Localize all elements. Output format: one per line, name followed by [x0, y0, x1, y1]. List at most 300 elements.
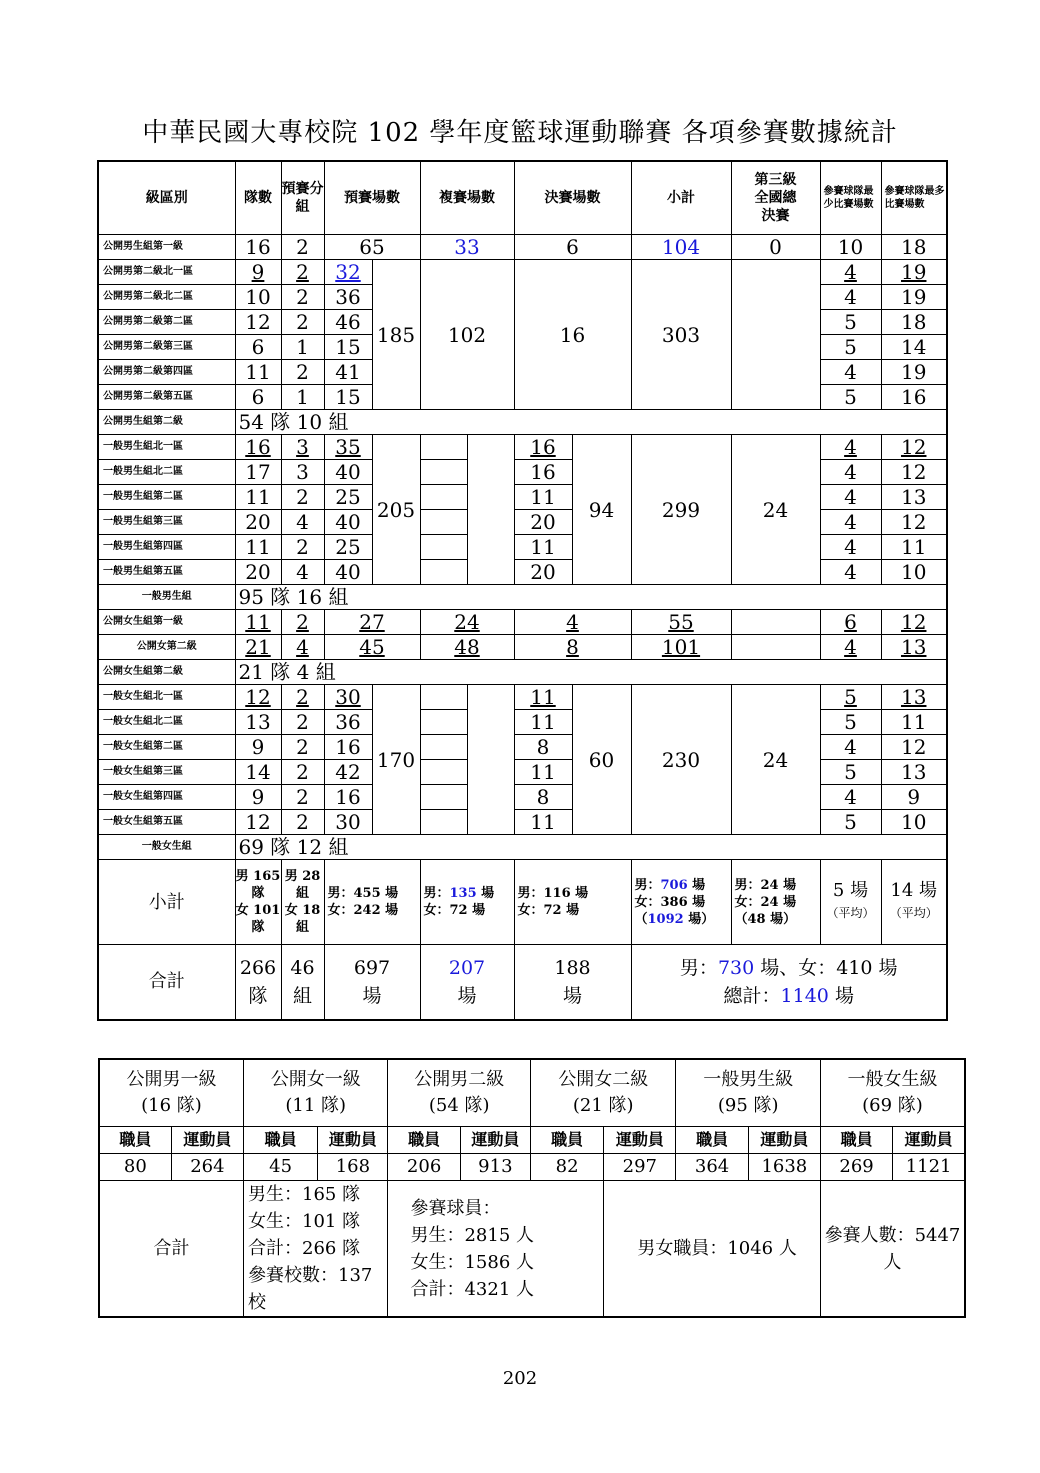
cell-text: 女 101 隊 — [235, 903, 281, 935]
cell-text: （ — [634, 911, 648, 927]
table-cell: 公開女生組第二級 — [98, 660, 235, 685]
table-cell: 21 隊 4 組 — [235, 660, 947, 685]
col-teams: 隊數 — [235, 161, 281, 235]
table-cell: 4 — [820, 785, 881, 810]
table-cell: 12 — [881, 435, 947, 460]
table-row — [98, 460, 947, 485]
table-row — [98, 485, 947, 510]
table-cell: 35 — [324, 435, 372, 460]
cell-text: 女：386 場 — [634, 894, 706, 910]
table-cell: 14 — [235, 760, 281, 785]
table-cell: 42 — [324, 760, 372, 785]
table-cell: 8 — [514, 635, 631, 660]
table-row — [98, 510, 947, 535]
table-cell — [324, 860, 420, 945]
table-cell: 6 — [235, 385, 281, 410]
role-header-row — [99, 1127, 965, 1154]
table-cell: 9 — [235, 260, 281, 285]
cell-text: (11 隊) — [285, 1095, 347, 1116]
subtotal-row — [98, 860, 947, 945]
table-cell: 4 — [820, 735, 881, 760]
table-cell — [420, 860, 514, 945]
col-second: 複賽場數 — [420, 161, 514, 235]
table-cell — [514, 945, 631, 1021]
table-cell: 205 — [372, 435, 420, 585]
table-cell: 4 — [820, 260, 881, 285]
table-cell: 一般女生組第二區 — [98, 735, 235, 760]
table-cell: 185 — [372, 260, 420, 410]
table-cell: 5 — [820, 685, 881, 710]
cell-text: 組 — [292, 985, 312, 1007]
cell-text: 公開男二級 — [414, 1069, 505, 1090]
table-cell: 5 — [820, 335, 881, 360]
cell-text: 男生：165 隊 — [248, 1184, 361, 1205]
table-cell — [420, 510, 467, 535]
table-row — [98, 235, 947, 260]
table-cell — [420, 710, 467, 735]
table-cell: 20 — [514, 560, 572, 585]
table-cell: 一般女生組第四區 — [98, 785, 235, 810]
table-cell: 9 — [881, 785, 947, 810]
table-cell: 60 — [572, 685, 631, 835]
table-cell: 8 — [514, 735, 572, 760]
table-cell: 17 — [235, 460, 281, 485]
page-title: 中華民國大專校院 102 學年度籃球運動聯賽 各項參賽數據統計 — [142, 118, 898, 148]
table-cell: 6 — [514, 235, 631, 260]
col-subtotal: 小計 — [631, 161, 731, 235]
cell-text: （平均） — [889, 906, 938, 920]
table-cell — [467, 435, 514, 585]
cell-text: （48 場） — [734, 911, 797, 927]
cell-text: 公開女二級 — [558, 1069, 649, 1090]
cell-text: （平均） — [826, 906, 875, 920]
table-cell: 1 — [281, 385, 324, 410]
table-row — [98, 635, 947, 660]
table-cell: 2 — [281, 535, 324, 560]
table-row — [98, 435, 947, 460]
table-cell: 9 — [235, 785, 281, 810]
cell-text: 5 場 — [832, 880, 869, 901]
table-cell: 18 — [881, 310, 947, 335]
summary-row — [98, 660, 947, 685]
cell-text: 女：242 場 — [327, 903, 399, 918]
table-cell — [388, 1181, 604, 1318]
table-cell: 一般女生組第五區 — [98, 810, 235, 835]
table-cell: 41 — [324, 360, 372, 385]
table-cell: 11 — [514, 760, 572, 785]
cell-text: 女：24 場 — [734, 894, 797, 910]
col-min: 參賽球隊最少比賽場數 — [820, 161, 881, 235]
cell-text: 合計：4321 人 — [410, 1278, 535, 1300]
table-cell: 6 — [820, 610, 881, 635]
table-cell — [731, 260, 820, 410]
cell-text: (16 隊) — [141, 1095, 202, 1116]
table-cell: 11 — [235, 610, 281, 635]
cell-text: 135 — [449, 886, 477, 901]
table-cell: 12 — [235, 310, 281, 335]
table-cell — [324, 945, 420, 1021]
table-cell: 3 — [281, 460, 324, 485]
table-cell: 2 — [281, 235, 324, 260]
table-cell: 30 — [324, 810, 372, 835]
cell-text: 場、女：410 場 — [754, 957, 898, 979]
table-cell: 19 — [881, 260, 947, 285]
table-cell: 170 — [372, 685, 420, 835]
table-cell: 11 — [514, 535, 572, 560]
cell-text: 女：72 場 — [517, 903, 580, 918]
table-cell: 65 — [324, 235, 420, 260]
table-cell: 5 — [820, 385, 881, 410]
table-cell: 364 — [676, 1154, 748, 1181]
table-cell — [731, 860, 820, 945]
cell-text: 女：72 場 — [423, 903, 486, 918]
table-cell: 12 — [881, 610, 947, 635]
cell-text: 合計：266 隊 — [248, 1238, 361, 1259]
table-cell — [235, 860, 281, 945]
table-row — [98, 760, 947, 785]
table-cell: 一般男生組北二區 — [98, 460, 235, 485]
cell-text: 女 18 組 — [284, 903, 321, 935]
stats-table — [97, 160, 948, 1021]
cell-text: 188 — [554, 957, 591, 979]
table-cell: 15 — [324, 335, 372, 360]
table-cell: 一般女生組第三區 — [98, 760, 235, 785]
cell-text: 697 — [353, 957, 391, 979]
table-cell: 13 — [235, 710, 281, 735]
cell-text: 男： — [423, 886, 450, 901]
table-cell: 54 隊 10 組 — [235, 410, 947, 435]
page-number: 202 — [502, 1368, 538, 1389]
table-cell: 4 — [820, 535, 881, 560]
cell-text: 公開男一級 — [126, 1069, 217, 1090]
table-cell — [420, 685, 467, 710]
cell-text: 場 — [562, 985, 582, 1007]
col-division: 級區別 — [98, 161, 235, 235]
table-row — [98, 260, 947, 285]
table-cell — [514, 860, 631, 945]
cell-text: 公開女一級 — [270, 1069, 361, 1090]
table-row — [98, 785, 947, 810]
table-cell: 運動員 — [604, 1127, 676, 1154]
table-cell: 運動員 — [893, 1127, 965, 1154]
table-cell: 25 — [324, 535, 372, 560]
cell-text: 14 場 — [890, 880, 938, 901]
table-cell: 1638 — [748, 1154, 820, 1181]
table-cell: 一般男生組北一區 — [98, 435, 235, 460]
table-cell: 206 — [388, 1154, 460, 1181]
table-cell: 18 — [881, 235, 947, 260]
table-cell: 30 — [324, 685, 372, 710]
table-cell — [420, 945, 514, 1021]
cell-text: 男： — [679, 957, 718, 979]
summary-row — [98, 835, 947, 860]
cell-text: 場） — [683, 911, 715, 927]
table-cell: 15 — [324, 385, 372, 410]
table-cell: 48 — [420, 635, 514, 660]
table-cell: 299 — [631, 435, 731, 585]
table-cell: 12 — [881, 510, 947, 535]
table-cell: 6 — [235, 335, 281, 360]
table-cell: 297 — [604, 1154, 676, 1181]
cell-text: 266 — [239, 957, 277, 979]
table-cell — [244, 1059, 388, 1127]
table-cell — [99, 1059, 244, 1127]
table-cell: 5 — [820, 310, 881, 335]
cell-text: 隊 — [248, 985, 268, 1007]
personnel-total-row — [99, 1181, 965, 1318]
table-cell: 4 — [820, 285, 881, 310]
table-cell: 公開男第二級第二區 — [98, 310, 235, 335]
table-cell: 20 — [235, 560, 281, 585]
table-cell: 27 — [324, 610, 420, 635]
table-row — [98, 685, 947, 710]
table-cell: 4 — [820, 360, 881, 385]
table-cell: 4 — [820, 510, 881, 535]
table-cell: 45 — [244, 1154, 318, 1181]
table-cell: 21 — [235, 635, 281, 660]
table-cell: 2 — [281, 310, 324, 335]
table-cell: 2 — [281, 485, 324, 510]
table-cell: 4 — [820, 485, 881, 510]
table-row — [98, 610, 947, 635]
cell-text: 男 165 隊 — [235, 869, 281, 901]
table-cell: 25 — [324, 485, 372, 510]
table-cell: 職員 — [388, 1127, 460, 1154]
table-row — [98, 710, 947, 735]
col-groups: 預賽分組 — [281, 161, 324, 235]
table-cell — [820, 860, 881, 945]
table-cell: 10 — [820, 235, 881, 260]
table-cell: 公開男第二級第四區 — [98, 360, 235, 385]
table-cell — [420, 735, 467, 760]
counts-row — [99, 1154, 965, 1181]
cell-text: 46 — [290, 957, 315, 979]
table-cell — [281, 945, 324, 1021]
table-cell — [388, 1059, 530, 1127]
table-cell: 45 — [324, 635, 420, 660]
col-prelim: 預賽場數 — [324, 161, 420, 235]
table-cell: 一般男生組第二區 — [98, 485, 235, 510]
table-cell: 95 隊 16 組 — [235, 585, 947, 610]
table-cell: 33 — [420, 235, 514, 260]
table-cell: 職員 — [244, 1127, 318, 1154]
table-cell — [420, 435, 467, 460]
table-cell: 101 — [631, 635, 731, 660]
cell-text: 男：116 場 — [517, 886, 589, 901]
table-cell: 2 — [281, 760, 324, 785]
table-cell — [420, 560, 467, 585]
table-cell: 55 — [631, 610, 731, 635]
table-cell: 11 — [514, 485, 572, 510]
table-cell — [420, 535, 467, 560]
table-cell: 2 — [281, 610, 324, 635]
table-cell: 5 — [820, 810, 881, 835]
table-cell: 公開男第二級北一區 — [98, 260, 235, 285]
table-cell: 5 — [820, 760, 881, 785]
table-cell — [420, 460, 467, 485]
table-cell: 運動員 — [460, 1127, 530, 1154]
table-cell: 40 — [324, 560, 372, 585]
table-cell: 10 — [881, 810, 947, 835]
header-row — [98, 161, 947, 235]
cell-text: 總計： — [723, 985, 781, 1007]
table-cell: 13 — [881, 635, 947, 660]
table-cell: 269 — [820, 1154, 892, 1181]
table-cell: 4 — [820, 460, 881, 485]
cell-text: 參賽校數：137 校 — [248, 1265, 373, 1313]
table-cell: 16 — [881, 385, 947, 410]
table-cell: 一般男生組 — [98, 585, 235, 610]
table-cell: 9 — [235, 735, 281, 760]
table-cell: 11 — [514, 685, 572, 710]
table-cell — [676, 1059, 821, 1127]
table-cell: 一般女生組北一區 — [98, 685, 235, 710]
table-cell: 11 — [881, 535, 947, 560]
table-cell: 168 — [318, 1154, 388, 1181]
table-cell: 合計 — [98, 945, 235, 1021]
table-cell: 46 — [324, 310, 372, 335]
cell-text: 男： — [634, 877, 661, 893]
table-cell: 12 — [235, 810, 281, 835]
table-cell: 264 — [171, 1154, 243, 1181]
table-cell: 16 — [324, 735, 372, 760]
table-cell: 40 — [324, 510, 372, 535]
cell-text: 女生：101 隊 — [248, 1211, 361, 1232]
table-cell: 80 — [99, 1154, 171, 1181]
table-cell: 40 — [324, 460, 372, 485]
table-cell: 一般女生組北二區 — [98, 710, 235, 735]
table-cell — [244, 1181, 388, 1318]
table-cell: 運動員 — [171, 1127, 243, 1154]
cell-text: 男生：2815 人 — [410, 1224, 535, 1246]
table-cell — [420, 810, 467, 835]
table-cell: 0 — [731, 235, 820, 260]
table-row — [98, 535, 947, 560]
cell-text: 男：24 場 — [734, 877, 797, 893]
table-cell — [731, 610, 820, 635]
table-cell: 一般男生組第三區 — [98, 510, 235, 535]
table-cell: 1121 — [893, 1154, 965, 1181]
table-cell: 303 — [631, 260, 731, 410]
table-cell: 32 — [324, 260, 372, 285]
table-cell: 2 — [281, 360, 324, 385]
cell-text: 1140 — [780, 985, 829, 1007]
table-cell — [530, 1059, 676, 1127]
table-cell — [235, 945, 281, 1021]
table-cell: 8 — [514, 785, 572, 810]
table-cell: 10 — [881, 560, 947, 585]
table-cell: 1 — [281, 335, 324, 360]
table-cell: 職員 — [676, 1127, 748, 1154]
table-cell: 一般女生組 — [98, 835, 235, 860]
table-cell: 69 隊 12 組 — [235, 835, 947, 860]
cell-text: (54 隊) — [428, 1095, 490, 1116]
table-cell: 合計 — [99, 1181, 244, 1318]
table-cell — [420, 785, 467, 810]
summary-row — [98, 585, 947, 610]
table-cell: 2 — [281, 285, 324, 310]
cell-text: 男 28 組 — [284, 869, 321, 901]
table-cell: 2 — [281, 685, 324, 710]
col-final: 決賽場數 — [514, 161, 631, 235]
table-cell: 82 — [530, 1154, 603, 1181]
table-cell: 24 — [731, 435, 820, 585]
table-cell: 12 — [881, 735, 947, 760]
table-cell: 4 — [281, 635, 324, 660]
table-cell: 913 — [460, 1154, 530, 1181]
table-cell — [881, 860, 947, 945]
table-cell — [731, 635, 820, 660]
table-cell: 2 — [281, 710, 324, 735]
table-cell: 2 — [281, 810, 324, 835]
table-cell: 16 — [514, 260, 631, 410]
cell-text: (95 隊) — [717, 1095, 779, 1116]
cell-text: 730 — [717, 957, 755, 979]
cell-text: 參賽球員： — [410, 1197, 501, 1219]
table-cell: 公開女第二級 — [98, 635, 235, 660]
table-cell: 公開男生組第一級 — [98, 235, 235, 260]
table-cell: 102 — [420, 260, 514, 410]
table-cell: 16 — [235, 235, 281, 260]
table-cell: 16 — [235, 435, 281, 460]
table-cell: 11 — [235, 360, 281, 385]
table-cell: 2 — [281, 785, 324, 810]
cell-text: 場 — [828, 985, 854, 1007]
table-cell: 4 — [820, 560, 881, 585]
table-cell: 一般男生組第四區 — [98, 535, 235, 560]
table-cell: 公開女生組第一級 — [98, 610, 235, 635]
cell-text: 男：455 場 — [327, 886, 399, 901]
table-cell: 230 — [631, 685, 731, 835]
col-max: 參賽球隊最多比賽場數 — [881, 161, 947, 235]
table-cell: 4 — [820, 435, 881, 460]
table-cell — [420, 485, 467, 510]
cell-text: 706 — [660, 877, 688, 893]
cell-text: 女生：1586 人 — [410, 1251, 535, 1273]
table-cell — [631, 945, 947, 1021]
table-cell: 公開男第二級第五區 — [98, 385, 235, 410]
table-cell: 11 — [235, 485, 281, 510]
table-cell: 職員 — [99, 1127, 171, 1154]
table-cell: 14 — [881, 335, 947, 360]
table-cell: 公開男生組第二級 — [98, 410, 235, 435]
table-cell: 職員 — [530, 1127, 603, 1154]
table-cell: 4 — [281, 510, 324, 535]
table-cell: 4 — [281, 560, 324, 585]
table-row — [98, 560, 947, 585]
table-cell: 94 — [572, 435, 631, 585]
table-cell: 16 — [514, 435, 572, 460]
table-cell: 一般男生組第五區 — [98, 560, 235, 585]
cell-text: (69 隊) — [862, 1095, 923, 1116]
table-cell: 2 — [281, 735, 324, 760]
table-cell: 參賽人數：5447 人 — [820, 1181, 965, 1318]
summary-row — [98, 410, 947, 435]
table-cell: 36 — [324, 710, 372, 735]
table-cell: 12 — [235, 685, 281, 710]
table-cell: 10 — [235, 285, 281, 310]
table-cell — [281, 860, 324, 945]
table-cell: 3 — [281, 435, 324, 460]
table-cell: 20 — [514, 510, 572, 535]
total-row — [98, 945, 947, 1021]
personnel-table — [98, 1058, 966, 1318]
table-cell: 4 — [514, 610, 631, 635]
table-cell: 男女職員：1046 人 — [604, 1181, 821, 1318]
table-row — [98, 735, 947, 760]
table-cell: 公開男第二級北二區 — [98, 285, 235, 310]
col-tier3: 第三級全國總決賽 — [731, 161, 820, 235]
